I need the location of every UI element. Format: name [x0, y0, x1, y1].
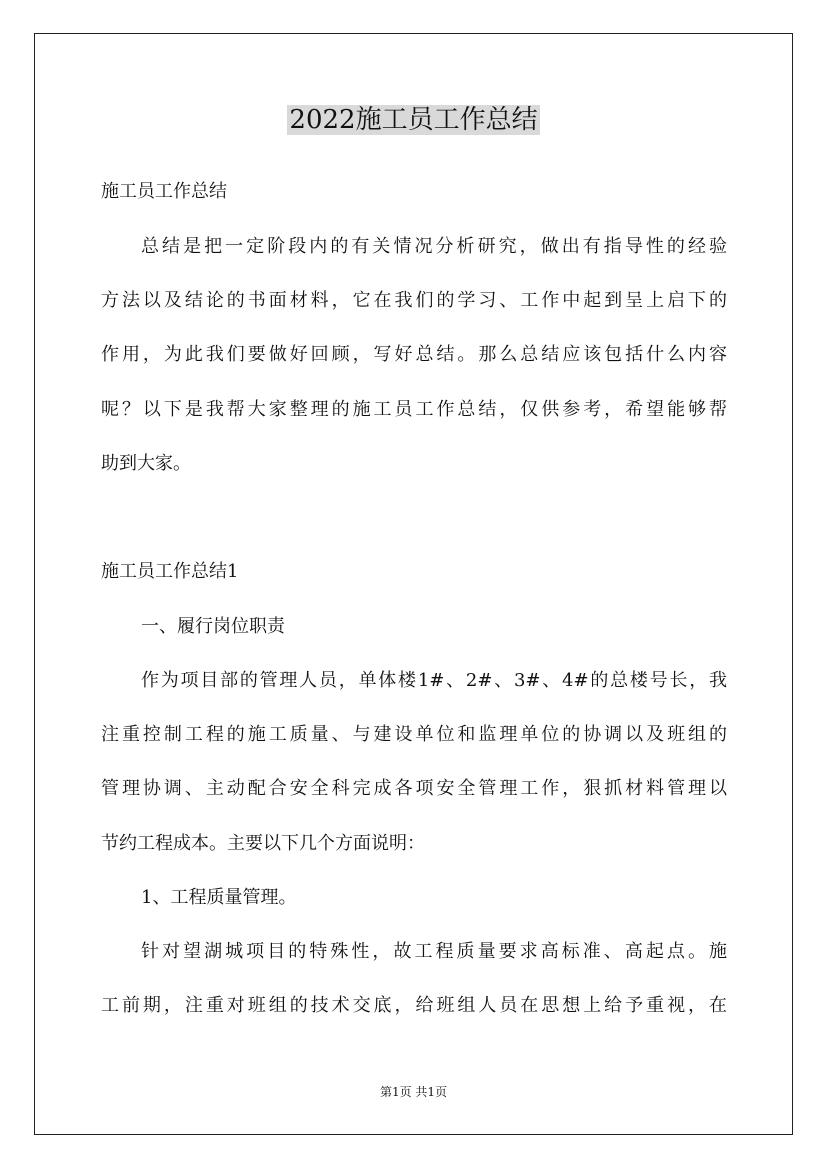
paragraph-line: 管理协调、主动配合安全科完成各项安全管理工作，狠抓材料管理以	[101, 778, 727, 799]
paragraph-line: 工前期，注重对班组的技术交底，给班组人员在思想上给予重视，在	[101, 995, 727, 1016]
page-footer: 第1页 共1页	[379, 1085, 448, 1099]
paragraph-line: 助到大家。	[101, 453, 191, 474]
paragraph-line: 呢？以下是我帮大家整理的施工员工作总结，仅供参考，希望能够帮	[101, 399, 727, 420]
section-heading: 施工员工作总结	[101, 181, 227, 202]
subsection-heading: 1、工程质量管理。	[141, 887, 297, 908]
paragraph-line: 针对望湖城项目的特殊性，故工程质量要求高标准、高起点。施	[141, 941, 727, 962]
paragraph-line: 注重控制工程的施工质量、与建设单位和监理单位的协调以及班组的	[101, 724, 727, 745]
subsection-heading: 一、履行岗位职责	[141, 616, 285, 637]
document-title: 2022施工员工作总结	[289, 105, 538, 135]
paragraph-line: 作用，为此我们要做好回顾，写好总结。那么总结应该包括什么内容	[101, 344, 727, 365]
paragraph-line: 方法以及结论的书面材料，它在我们的学习、工作中起到呈上启下的	[101, 290, 727, 311]
paragraph-line: 总结是把一定阶段内的有关情况分析研究，做出有指导性的经验	[141, 236, 727, 257]
section-heading: 施工员工作总结1	[101, 561, 239, 582]
paragraph-line: 作为项目部的管理人员，单体楼1#、2#、3#、4#的总楼号长，我	[141, 670, 727, 691]
paragraph-line: 节约工程成本。主要以下几个方面说明：	[101, 833, 425, 854]
